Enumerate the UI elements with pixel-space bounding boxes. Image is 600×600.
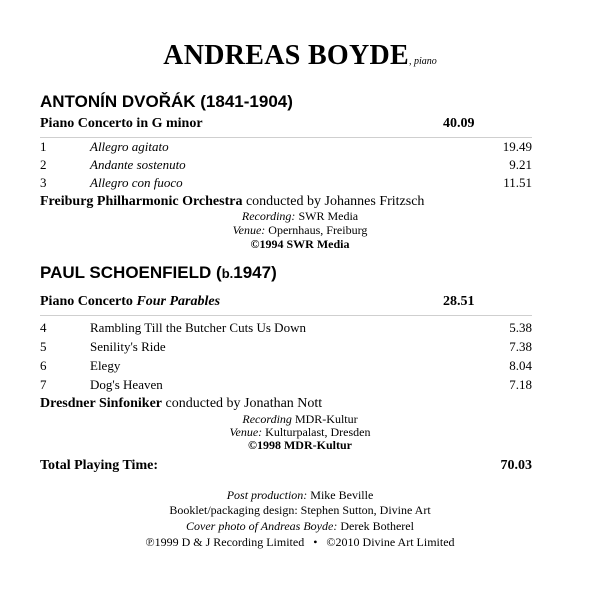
artist-name: ANDREAS BOYDE: [163, 40, 410, 71]
track-row: [0, 339, 600, 355]
recording-label: Recording:: [241, 209, 296, 223]
work-title-italic: Four Parables: [136, 294, 221, 309]
divider: [40, 137, 532, 138]
recording-value: MDR-Kultur: [294, 412, 358, 426]
work-total-schoenfield: 28.51: [443, 294, 475, 309]
copyright-dvorak: ©1994 SWR Media: [250, 237, 350, 251]
cover-photo-label: Cover photo of Andreas Boyde:: [186, 519, 338, 533]
post-production-credit: [0, 488, 600, 503]
work-total-dvorak: 40.09: [443, 116, 475, 131]
venue-label: Venue:: [229, 425, 263, 439]
composer-heading-dvorak: [40, 92, 293, 112]
conductor-line: conducted by Johannes Fritzsch: [245, 194, 425, 209]
cover-photo-credit: [0, 519, 600, 534]
performer-line-dvorak: [40, 194, 424, 210]
track-title: Senility's Ride: [90, 339, 166, 354]
track-time: 19.49: [502, 139, 532, 154]
track-title: Rambling Till the Butcher Cuts Us Down: [90, 320, 306, 335]
recording-credit-dvorak: [0, 209, 600, 224]
dates-prefix: (: [216, 263, 222, 282]
track-time: 5.38: [509, 320, 532, 335]
composer-name: ANTONÍN DVOŘÁK: [40, 92, 196, 111]
track-title: Andante sostenuto: [90, 157, 186, 172]
track-time: 7.38: [509, 339, 532, 354]
composer-dates: [216, 263, 277, 282]
composer-name: PAUL SCHOENFIELD: [40, 263, 212, 282]
track-number: 4: [40, 320, 47, 335]
track-row: [0, 377, 600, 393]
divider: [40, 315, 532, 316]
ensemble-name: Freiburg Philharmonic Orchestra: [40, 194, 243, 209]
track-number: 2: [40, 157, 47, 172]
cover-photo-value: Derek Botherel: [340, 519, 414, 533]
work-title-main: Piano Concerto: [40, 294, 133, 309]
performer-line-schoenfield: [40, 396, 322, 412]
total-playing-label: Total Playing Time:: [40, 458, 158, 473]
composer-heading-schoenfield: [40, 263, 277, 283]
venue-credit-dvorak: [0, 223, 600, 238]
track-time: 8.04: [509, 358, 532, 373]
artist-heading: [0, 40, 600, 72]
dates-rest: 1947): [233, 263, 277, 282]
track-row: [0, 320, 600, 336]
track-title: Dog's Heaven: [90, 377, 163, 392]
track-number: 1: [40, 139, 47, 154]
track-row: [0, 139, 600, 155]
track-number: 7: [40, 377, 47, 392]
phonogram-notice: ℗1999 D & J Recording Limited: [145, 535, 305, 549]
track-number: 5: [40, 339, 47, 354]
track-number: 6: [40, 358, 47, 373]
venue-label: Venue:: [232, 223, 266, 237]
composer-dates: (1841-1904): [200, 92, 293, 111]
track-time: 9.21: [509, 157, 532, 172]
post-production-label: Post production:: [226, 488, 308, 502]
work-title-schoenfield: [40, 294, 220, 310]
track-number: 3: [40, 175, 47, 190]
recording-value: SWR Media: [298, 209, 359, 223]
copyright-notice: ©2010 Divine Art Limited: [326, 535, 455, 549]
track-row: [0, 358, 600, 374]
ensemble-name: Dresdner Sinfoniker: [40, 396, 162, 411]
venue-value: Kulturpalast, Dresden: [265, 425, 371, 439]
recording-label: Recording: [242, 412, 292, 426]
artist-role: , piano: [409, 56, 437, 67]
track-row: [0, 175, 600, 191]
legal-line: [0, 535, 600, 550]
venue-value: Opernhaus, Freiburg: [268, 223, 368, 237]
track-title: Allegro con fuoco: [90, 175, 183, 190]
total-playing-time: 70.03: [500, 458, 532, 473]
copyright-schoenfield: ©1998 MDR-Kultur: [248, 438, 352, 452]
track-row: [0, 157, 600, 173]
dates-small: b.: [221, 266, 234, 281]
separator-dot: •: [313, 535, 318, 549]
work-title-dvorak: Piano Concerto in G minor: [40, 116, 203, 131]
conductor-line: conducted by Jonathan Nott: [165, 396, 323, 411]
booklet-credit: Booklet/packaging design: Stephen Sutton, Divine Art: [169, 503, 431, 517]
post-production-value: Mike Beville: [310, 488, 374, 502]
track-time: 7.18: [509, 377, 532, 392]
track-title: Elegy: [90, 358, 121, 373]
track-time: 11.51: [503, 175, 532, 190]
track-title: Allegro agitato: [90, 139, 169, 154]
